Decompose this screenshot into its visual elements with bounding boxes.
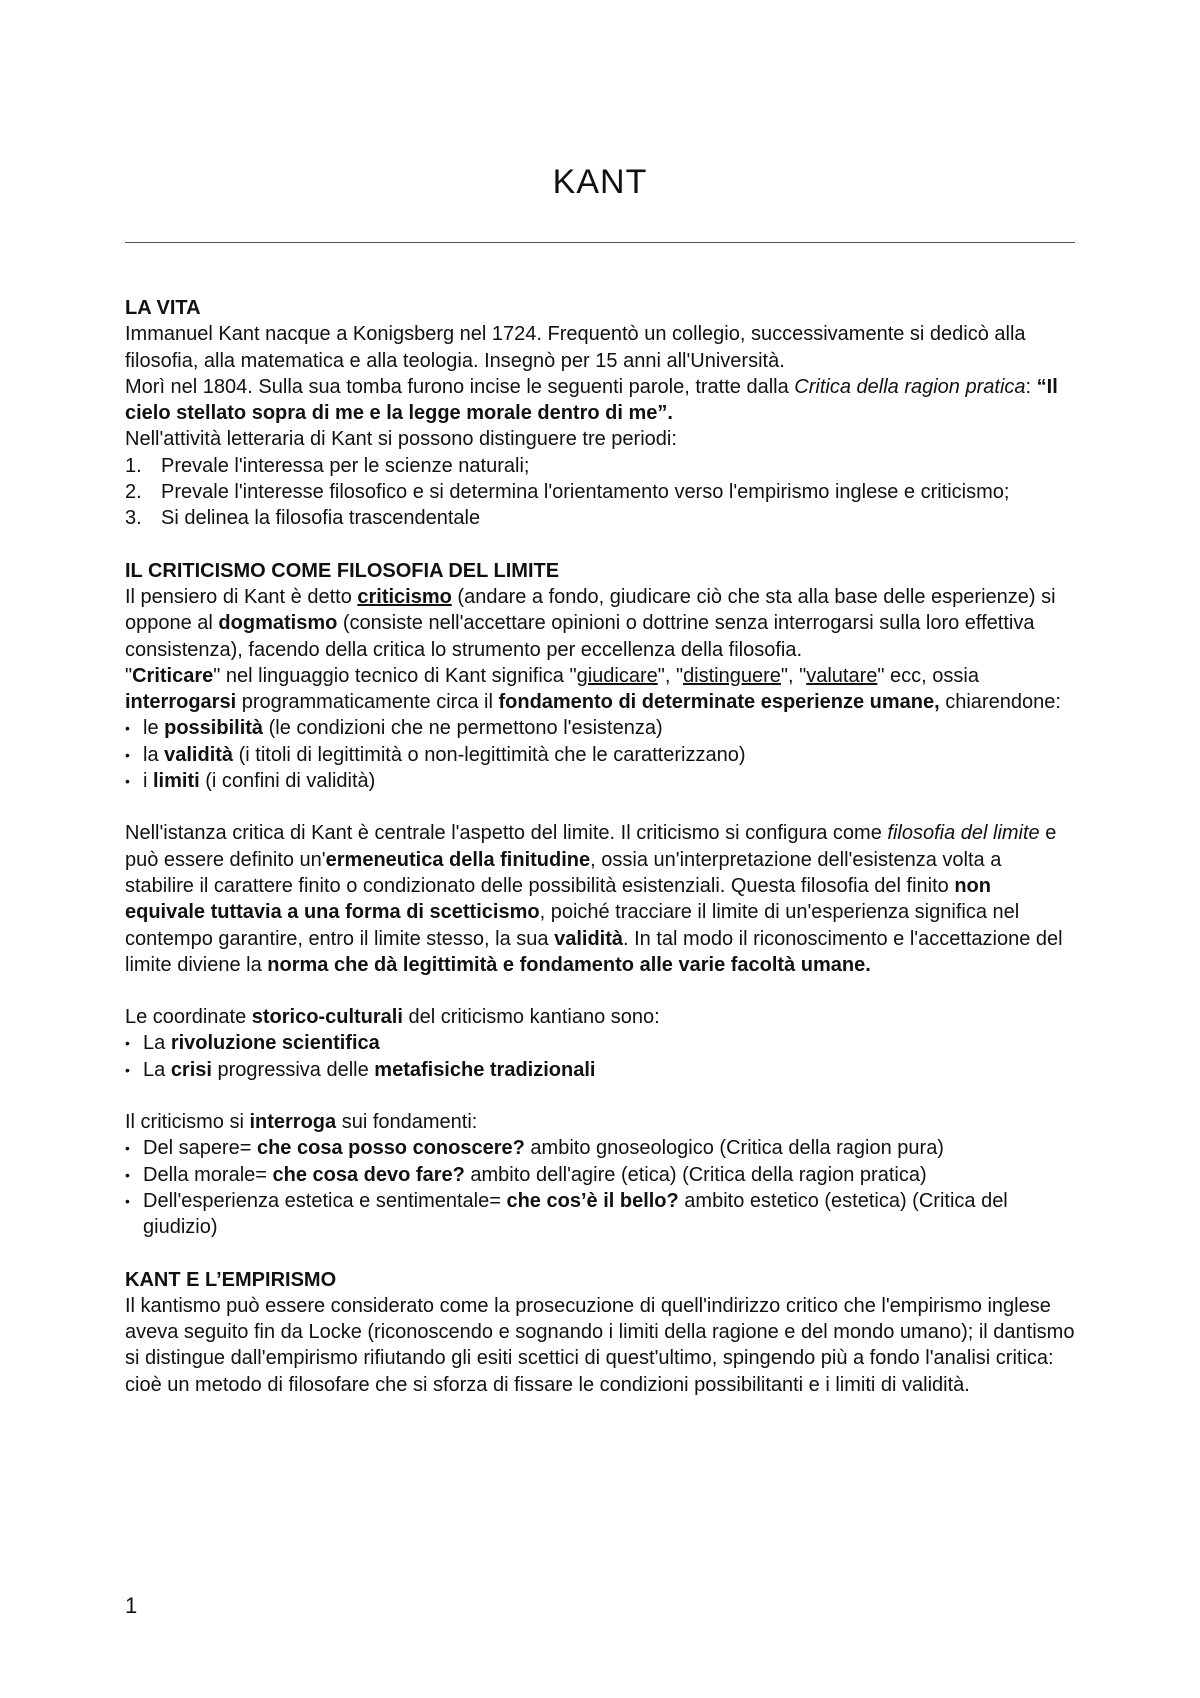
paragraph-criticare [125,663,1075,716]
text: ambito dell'agire (etica) (Critica della ragion pratica) [464,1163,927,1186]
spacer [125,1241,1075,1267]
term-non-scetticismo: non equivale tuttavia a una forma di scetticismo [125,874,991,924]
term-storico-culturali: storico-culturali [251,1006,403,1029]
criteria-list [125,715,1075,794]
document-title: KANT [552,163,648,201]
list-text: Si delinea la filosofia trascendentale [161,507,481,530]
epitaph-quote: “Il cielo stellato sopra di me e la legge morale dentro di me”. [125,375,1058,425]
term-validita: validità [554,927,624,950]
text: Dell'esperienza estetica e sentimentale= [143,1189,507,1212]
text: Nell'istanza critica di Kant è centrale l'aspetto del limite. Il criticismo si configura come [125,822,888,845]
text: chiarendone: [939,691,1061,714]
text: Immanuel Kant nacque a Konigsberg nel 1724. Frequentò un collegio, successivamente si dedicò alla filosofia, alla matematica e alla teologia. Insegnò per 15 anni all'Università. [125,323,1026,372]
foundations-list [125,1135,1075,1240]
text: del criticismo kantiano sono: [402,1006,660,1029]
list-number: 2. [125,481,142,504]
paragraph-fondamenti [125,1109,1075,1135]
list-text: Prevale l'interesse filosofico e si determina l'orientamento verso l'empirismo inglese e criticismo; [161,481,1010,504]
text: (le condizioni che ne permettono l'esistenza) [263,717,663,740]
term-criticismo: criticismo [357,585,452,608]
text: Morì nel 1804. Sulla sua tomba furono incise le seguenti parole, tratte dalla [125,375,795,398]
term-interroga: interroga [249,1111,337,1134]
text: Della morale= [143,1163,273,1186]
text: , ossia un'interpretazione dell'esistenza volta a stabilire il carattere finito o condizionato delle possibilità esistenziali. Questa filosofia del finito [125,848,1002,897]
text: " nel linguaggio tecnico di Kant significa " [213,664,577,687]
text: ", " [657,664,684,687]
term: rivoluzione scientifica [170,1032,380,1055]
book-title: Critica della ragion pratica [794,375,1026,398]
list-number: 1. [125,454,142,477]
term-fondamento: fondamento di determinate esperienze umane, [498,691,940,714]
term-filosofia-del-limite: filosofia del limite [887,822,1040,845]
periods-list [125,453,1075,532]
spacer [125,532,1075,558]
text: programmaticamente circa il [236,691,499,714]
text: le [143,717,165,740]
term: limiti [153,770,200,793]
page-number: 1 [125,1593,138,1618]
paragraph-limite [125,820,1075,978]
text: (andare a fondo, giudicare ciò che sta alla base delle esperienze) si oppone al [125,585,1056,635]
question: che cos’è il bello? [506,1189,679,1212]
spacer [125,1083,1075,1109]
list-item [125,715,1075,741]
term-criticare: Criticare [132,664,214,687]
term: possibilità [164,717,264,740]
title-divider [125,242,1075,243]
list-item [125,479,1075,505]
text: (consiste nell'accettare opinioni o dottrine senza interrogarsi sulla loro effettiva consistenza), facendo della critica lo strumento per eccellenza della filosofia. [125,612,1035,661]
text: " ecc, ossia [877,664,979,687]
paragraph-criticismo-1 [125,584,1075,663]
term-norma: norma che dà legittimità e fondamento alle varie facoltà umane. [267,953,871,976]
paragraph-periods-intro: Nell'attività letteraria di Kant si possono distinguere tre periodi: [125,428,677,451]
list-item [125,742,1075,768]
text: la [143,743,165,766]
term: crisi [170,1058,212,1081]
text: progressiva delle [211,1058,375,1081]
text: sui fondamenti: [336,1111,478,1134]
paragraph-coordinate [125,1004,1075,1030]
text: ambito gnoseologico (Critica della ragion pura) [524,1137,944,1160]
text: " [125,664,133,687]
term: metafisiche tradizionali [374,1058,596,1081]
list-text: Prevale l'interessa per le scienze naturali; [161,454,530,477]
text: Il criticismo si [125,1111,250,1134]
section-heading-criticismo: IL CRITICISMO COME FILOSOFIA DEL LIMITE [125,559,560,582]
text: . In tal modo il riconoscimento e l'accettazione del limite diviene la [125,927,1063,976]
section-heading-la-vita: LA VITA [125,297,201,319]
text: Le coordinate [125,1006,252,1029]
term-distinguere: distinguere [683,664,781,687]
text: (i titoli di legittimità o non-legittimità che le caratterizzano) [233,743,746,766]
term-ermeneutica: ermeneutica della finitudine [325,848,591,871]
paragraph-life-1 [125,321,1075,426]
list-item [125,1030,1075,1056]
list-item [125,505,1075,531]
document-body [125,295,1075,1398]
text: e può essere definito un' [125,822,1057,871]
text: : [1025,375,1037,398]
text: ", " [780,664,807,687]
coordinates-list [125,1030,1075,1083]
question: che cosa posso conoscere? [256,1137,525,1160]
list-item [125,1135,1075,1161]
spacer [125,794,1075,820]
list-item [125,1057,1075,1083]
spacer [125,978,1075,1004]
paragraph-empirismo: Il kantismo può essere considerato come la prosecuzione di quell'indirizzo critico che l'empirismo inglese aveva seguito fin da Locke (riconoscendo e sognando i limiti della ragione e del mondo umano); il dantismo si distingue dall'empirismo rifiutando gli esiti scettici di quest'ultimo, spingendo più a fondo l'analisi critica: cioè un metodo di filosofare che si sforza di fissare le condizioni possibilitanti e i limiti di validità. [125,1294,1075,1396]
list-item [125,1188,1075,1241]
text: La [143,1032,171,1055]
list-item [125,1162,1075,1188]
text: Il pensiero di Kant è detto [125,585,358,608]
text: ambito estetico (estetica) (Critica del giudizio) [143,1189,1008,1239]
term-giudicare: giudicare [576,664,658,687]
term-interrogarsi: interrogarsi [125,691,237,714]
term-valutare: valutare [806,664,878,687]
list-item [125,768,1075,794]
list-number: 3. [125,507,142,530]
text: Del sapere= [143,1137,257,1160]
section-heading-empirismo: KANT E L’EMPIRISMO [125,1268,337,1291]
list-item [125,453,1075,479]
text: La [143,1058,171,1081]
text: (i confini di validità) [199,770,376,793]
text: , poiché tracciare il limite di un'esperienza significa nel contempo garantire, entro il limite stesso, la sua [125,901,1020,950]
term: validità [164,743,234,766]
text: i [143,770,153,793]
question: che cosa devo fare? [272,1163,465,1186]
term-dogmatismo: dogmatismo [218,612,338,635]
